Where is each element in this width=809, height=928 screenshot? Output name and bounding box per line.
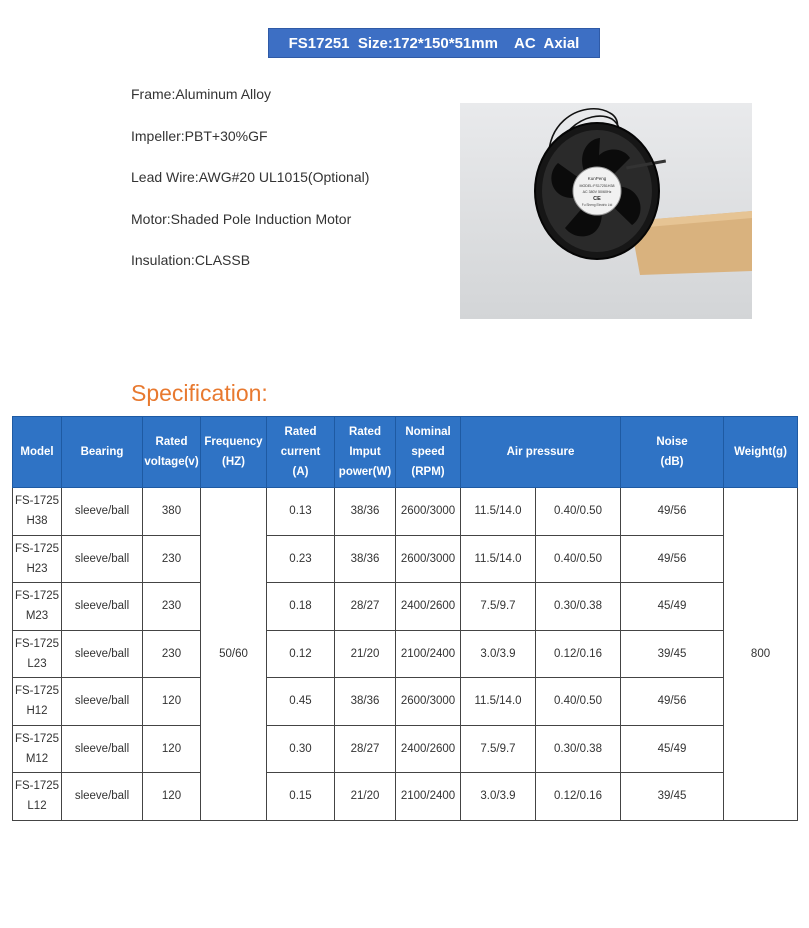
cell-voltage: 120 — [143, 773, 201, 821]
cell-noise: 45/49 — [621, 583, 724, 631]
header-weight: Weight(g) — [724, 417, 798, 488]
cell-model: FS-1725 H38 — [13, 488, 62, 536]
cell-current: 0.23 — [267, 535, 335, 583]
cell-air-pressure-2: 0.12/0.16 — [536, 773, 621, 821]
cell-speed: 2600/3000 — [396, 535, 461, 583]
table-row — [13, 630, 798, 678]
cell-bearing: sleeve/ball — [62, 488, 143, 536]
cell-power: 21/20 — [335, 773, 396, 821]
cell-air-pressure-2: 0.30/0.38 — [536, 583, 621, 631]
cell-air-pressure-2: 0.40/0.50 — [536, 488, 621, 536]
cell-air-pressure-2: 0.12/0.16 — [536, 630, 621, 678]
fan-label-cert: CE — [593, 196, 601, 202]
cell-model: FS-1725 M23 — [13, 583, 62, 631]
cell-air-pressure-2: 0.40/0.50 — [536, 678, 621, 726]
cell-noise: 45/49 — [621, 725, 724, 773]
cell-speed: 2100/2400 — [396, 773, 461, 821]
cell-speed: 2600/3000 — [396, 678, 461, 726]
product-title-bar — [268, 28, 600, 58]
cell-voltage: 230 — [143, 583, 201, 631]
cell-power: 38/36 — [335, 535, 396, 583]
cell-power: 38/36 — [335, 678, 396, 726]
fan-label-maker: Fu Sheng Electric Ltd — [581, 203, 613, 207]
cell-power: 21/20 — [335, 630, 396, 678]
cell-air-pressure-2: 0.40/0.50 — [536, 535, 621, 583]
cell-speed: 2400/2600 — [396, 583, 461, 631]
cell-voltage: 380 — [143, 488, 201, 536]
table-row — [13, 773, 798, 821]
cell-power: 28/27 — [335, 725, 396, 773]
cell-air-pressure-1: 3.0/3.9 — [461, 773, 536, 821]
header-frequency: Frequency (HZ) — [201, 417, 267, 488]
property-frame: Frame:Aluminum Alloy — [131, 86, 272, 102]
property-lead-wire: Lead Wire:AWG#20 UL1015(Optional) — [131, 169, 370, 185]
cell-noise: 39/45 — [621, 773, 724, 821]
header-bearing: Bearing — [62, 417, 143, 488]
cell-current: 0.13 — [267, 488, 335, 536]
header-nominal-speed: Nominal speed (RPM) — [396, 417, 461, 488]
cell-voltage: 120 — [143, 725, 201, 773]
header-model: Model — [13, 417, 62, 488]
table-row — [13, 583, 798, 631]
table-row — [13, 678, 798, 726]
table-header-row — [13, 417, 798, 488]
cell-current: 0.12 — [267, 630, 335, 678]
property-motor: Motor:Shaded Pole Induction Motor — [131, 210, 352, 227]
specification-table — [12, 416, 798, 821]
property-impeller: Impeller:PBT+30%GF — [131, 127, 268, 144]
cell-model: FS-1725 L23 — [13, 630, 62, 678]
cell-speed: 2600/3000 — [396, 488, 461, 536]
header-rated-current: Rated current (A) — [267, 417, 335, 488]
cell-noise: 39/45 — [621, 630, 724, 678]
cell-frequency: 50/60 — [201, 488, 267, 821]
cell-model: FS-1725 H12 — [13, 678, 62, 726]
cell-current: 0.18 — [267, 583, 335, 631]
header-rated-voltage: Rated voltage(v) — [143, 417, 201, 488]
product-title: FS17251 Size:172*150*51mm AC Axial — [288, 34, 580, 52]
cell-model: FS-1725 M12 — [13, 725, 62, 773]
property-insulation: Insulation:CLASSB — [131, 252, 251, 268]
cell-air-pressure-2: 0.30/0.38 — [536, 725, 621, 773]
fan-illustration — [460, 103, 752, 319]
product-photo — [460, 103, 752, 319]
fan-label-brand: KunPeng — [587, 176, 607, 181]
cell-voltage: 120 — [143, 678, 201, 726]
cell-bearing: sleeve/ball — [62, 535, 143, 583]
cell-bearing: sleeve/ball — [62, 583, 143, 631]
cell-bearing: sleeve/ball — [62, 773, 143, 821]
cell-air-pressure-1: 7.5/9.7 — [461, 725, 536, 773]
cell-noise: 49/56 — [621, 488, 724, 536]
header-air-pressure: Air pressure — [461, 417, 621, 488]
cell-power: 28/27 — [335, 583, 396, 631]
cell-speed: 2100/2400 — [396, 630, 461, 678]
cell-voltage: 230 — [143, 535, 201, 583]
specification-heading: Specification: — [131, 380, 268, 406]
cell-noise: 49/56 — [621, 535, 724, 583]
cell-voltage: 230 — [143, 630, 201, 678]
cell-bearing: sleeve/ball — [62, 725, 143, 773]
cell-weight: 800 — [724, 488, 798, 821]
fan-label-model: MODEL:FS17251H38 — [579, 184, 615, 188]
cell-current: 0.15 — [267, 773, 335, 821]
cell-speed: 2400/2600 — [396, 725, 461, 773]
cell-model: FS-1725 H23 — [13, 535, 62, 583]
table-row — [13, 535, 798, 583]
property-list — [131, 86, 369, 294]
cell-air-pressure-1: 11.5/14.0 — [461, 535, 536, 583]
cell-air-pressure-1: 3.0/3.9 — [461, 630, 536, 678]
header-noise: Noise (dB) — [621, 417, 724, 488]
cell-bearing: sleeve/ball — [62, 678, 143, 726]
cell-current: 0.30 — [267, 725, 335, 773]
fan-label-voltage: AC 380V 50/60Hz — [582, 190, 612, 194]
header-input-power: Rated Imput power(W) — [335, 417, 396, 488]
table-row — [13, 488, 798, 536]
table-row — [13, 725, 798, 773]
cell-current: 0.45 — [267, 678, 335, 726]
cell-bearing: sleeve/ball — [62, 630, 143, 678]
cell-noise: 49/56 — [621, 678, 724, 726]
cell-air-pressure-1: 11.5/14.0 — [461, 488, 536, 536]
cell-model: FS-1725 L12 — [13, 773, 62, 821]
cell-power: 38/36 — [335, 488, 396, 536]
cell-air-pressure-1: 7.5/9.7 — [461, 583, 536, 631]
cell-air-pressure-1: 11.5/14.0 — [461, 678, 536, 726]
